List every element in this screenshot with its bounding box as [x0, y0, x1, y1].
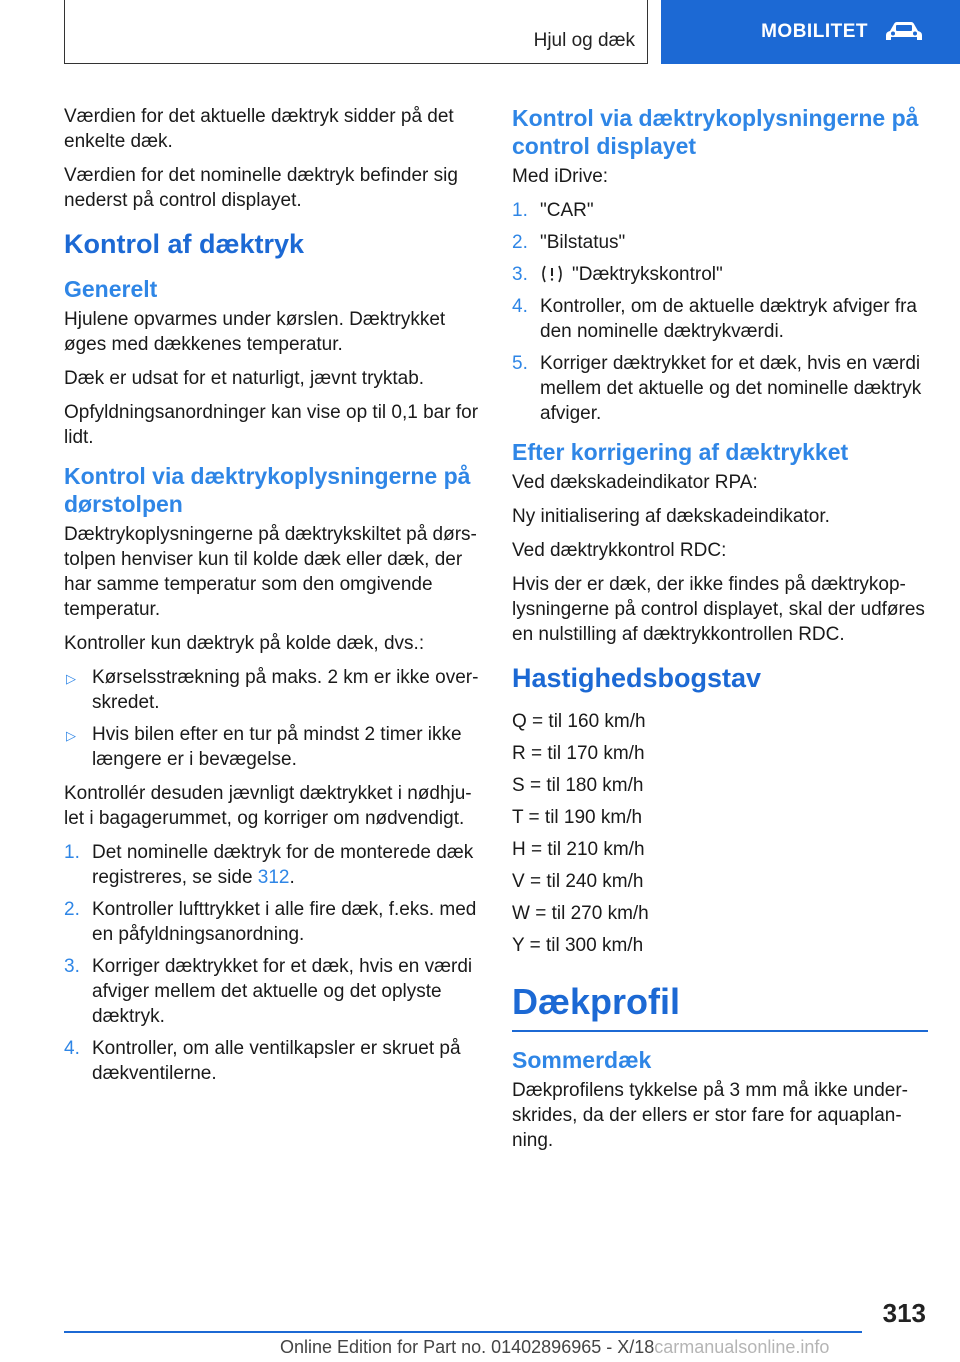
- list-item: 4. Kontroller, om alle ventilkapsler er skruet på dækventilerne.: [64, 1038, 461, 1084]
- list-item: 2. Kontroller lufttrykket i alle fire dæk, f.eks. med en påfyldningsanordning.: [64, 899, 477, 945]
- watermark: carmanualsonline.info: [654, 1337, 830, 1357]
- paragraph: Dæk er udsat for et naturligt, jævnt tryktab.: [64, 368, 425, 389]
- speed-rating-line: Y = til 300 km/h: [512, 935, 644, 956]
- chapter-tab[interactable]: [661, 0, 960, 64]
- footer-divider: [64, 1331, 862, 1333]
- heading-control-display: Kontrol via dæktrykoplysningerne på control displayet: [512, 105, 919, 159]
- list-item: 2. "Bilstatus": [512, 232, 626, 253]
- heading-sommerdaek: Sommerdæk: [512, 1046, 652, 1073]
- heading-dorstolpen: Kontrol via dæktrykoplysningerne på dørstolpen: [64, 463, 471, 517]
- section-divider: [512, 1030, 928, 1032]
- heading-hastighedsbogstav: Hastighedsbogstav: [512, 663, 762, 693]
- footer-edition: Online Edition for Part no. 01402896965 - X/18carmanualsonline.info: [280, 1337, 830, 1357]
- heading-daekprofil: Dækprofil: [512, 981, 681, 1022]
- list-item: ▷ Hvis bilen efter en tur på mindst 2 timer ikke længere er i bevægelse.: [66, 724, 462, 770]
- paragraph: Dæktrykoplysningerne på dæktrykskiltet på dørs-tolpen henviser kun til kolde dæk eller dæk, der har samme temperatur som den omgivende temperatur.: [64, 524, 477, 620]
- paragraph: Hjulene opvarmes under kørslen. Dæktrykket øges med dækkenes temperatur.: [64, 309, 446, 355]
- heading-efter-korrigering: Efter korrigering af dæktrykket: [512, 439, 849, 465]
- car-icon: [884, 20, 924, 44]
- section-title: Hjul og dæk: [533, 30, 635, 51]
- bullet-list: [64, 665, 480, 772]
- paragraph: Ved dækskadeindikator RPA:: [512, 472, 758, 493]
- speed-rating-line: Q = til 160 km/h: [512, 711, 646, 732]
- list-item: 1. "CAR": [512, 200, 594, 221]
- paragraph: Med iDrive:: [512, 166, 609, 187]
- list-item: 4. Kontroller, om de aktuelle dæktryk afviger fra den nominelle dæktrykværdi.: [512, 296, 918, 342]
- paragraph: Dækprofilens tykkelse på 3 mm må ikke under-skrides, da der ellers er stor fare for aquaplan-ning.: [512, 1079, 908, 1151]
- paragraph: Kontrollér desuden jævnligt dæktrykket i nødhju-let i bagagerummet, og korriger om nødvendigt.: [64, 783, 472, 829]
- speed-rating-line: H = til 210 km/h: [512, 839, 645, 860]
- page-number: 313: [882, 1298, 926, 1328]
- paragraph: Kontroller kun dæktryk på kolde dæk, dvs.:: [64, 633, 425, 654]
- list-item: 1. Det nominelle dæktryk for de monterede dæk registreres, se side 312.: [64, 842, 474, 888]
- speed-rating-line: V = til 240 km/h: [512, 871, 644, 892]
- page-reference-link[interactable]: 312: [257, 867, 290, 888]
- speed-rating-line: R = til 170 km/h: [512, 743, 645, 764]
- paragraph: Ny initialisering af dækskadeindikator.: [512, 506, 830, 527]
- list-item: ▷ Kørselsstrækning på maks. 2 km er ikke over-skredet.: [66, 667, 479, 713]
- speed-rating-line: S = til 180 km/h: [512, 775, 644, 796]
- numbered-list: [512, 198, 928, 426]
- paragraph: Værdien for det nominelle dæktryk befinder sig nederst på control displayet.: [64, 165, 458, 211]
- list-item: 3. "Dæktrykskontrol": [512, 264, 723, 285]
- triangle-bullet-icon: ▷: [66, 728, 76, 743]
- tire-pressure-warning-icon: [540, 264, 564, 284]
- right-column: [512, 104, 928, 1162]
- numbered-list: [64, 840, 480, 1086]
- list-item: 5. Korriger dæktrykket for et dæk, hvis en værdi mellem det aktuelle og det nominelle dæktryk afviger.: [512, 353, 922, 424]
- speed-rating-line: W = til 270 km/h: [512, 903, 649, 924]
- paragraph: Værdien for det aktuelle dæktryk sidder på det enkelte dæk.: [64, 106, 454, 152]
- header-section-box: [64, 0, 648, 64]
- speed-rating-line: T = til 190 km/h: [512, 807, 643, 828]
- paragraph: Opfyldningsanordninger kan vise op til 0,1 bar for lidt.: [64, 402, 479, 448]
- paragraph: Hvis der er dæk, der ikke findes på dæktrykop-lysningerne på control displayet, skal der udføres en nulstilling af dæktrykkontrollen RDC.: [512, 574, 925, 645]
- chapter-label: MOBILITET: [761, 21, 868, 42]
- triangle-bullet-icon: ▷: [66, 671, 76, 686]
- left-column: [64, 104, 480, 1095]
- heading-generelt: Generelt: [64, 276, 158, 302]
- heading-kontrol-af-daektryk: Kontrol af dæktryk: [64, 229, 305, 259]
- paragraph: Ved dæktrykkontrol RDC:: [512, 540, 727, 561]
- list-item: 3. Korriger dæktrykket for et dæk, hvis en værdi afviger mellem det aktuelle og det oplyste dæktryk.: [64, 956, 473, 1027]
